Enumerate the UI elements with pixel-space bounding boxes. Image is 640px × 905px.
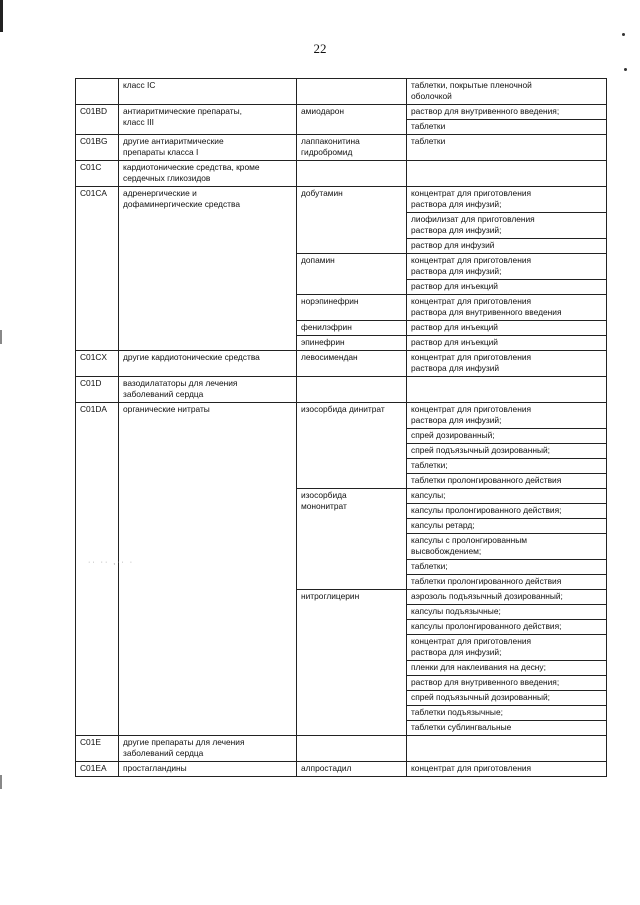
form-cell [407, 377, 607, 403]
atc-code-cell: C01CA [76, 187, 119, 351]
form-cell [407, 161, 607, 187]
form-cell: спрей подъязычный дозированный; [407, 691, 607, 706]
form-cell: лиофилизат для приготовления раствора для инфузий; [407, 213, 607, 239]
table-row [76, 161, 607, 187]
atc-code-cell: C01DA [76, 403, 119, 736]
group-cell: кардиотонические средства, кроме сердечных гликозидов [119, 161, 297, 187]
table-row [76, 351, 607, 377]
form-cell: таблетки [407, 135, 607, 161]
form-cell: таблетки пролонгированного действия [407, 575, 607, 590]
table-row [76, 105, 607, 120]
group-cell: адренергические и дофаминергические средства [119, 187, 297, 351]
form-cell: таблетки; [407, 560, 607, 575]
form-cell: спрей дозированный; [407, 429, 607, 444]
table-row [76, 187, 607, 213]
group-cell: другие препараты для лечения заболеваний сердца [119, 736, 297, 762]
form-cell: таблетки, покрытые пленочной оболочкой [407, 79, 607, 105]
drug-cell: допамин [297, 254, 407, 295]
drug-cell: добутамин [297, 187, 407, 254]
table-row [76, 762, 607, 777]
form-cell: концентрат для приготовления раствора для внутривенного введения [407, 295, 607, 321]
drug-cell: фенилэфрин [297, 321, 407, 336]
atc-code-cell [76, 79, 119, 105]
drug-cell: левосимендан [297, 351, 407, 377]
drug-cell: норэпинефрин [297, 295, 407, 321]
group-cell: вазодилататоры для лечения заболеваний сердца [119, 377, 297, 403]
form-cell: концентрат для приготовления раствора для инфузий [407, 351, 607, 377]
form-cell: таблетки подъязычные; [407, 706, 607, 721]
atc-code-cell: C01CX [76, 351, 119, 377]
drug-cell: нитроглицерин [297, 590, 407, 736]
form-cell: раствор для внутривенного введения; [407, 105, 607, 120]
drug-cell [297, 377, 407, 403]
drug-cell: алпростадил [297, 762, 407, 777]
form-cell: капсулы пролонгированного действия; [407, 504, 607, 519]
form-cell: концентрат для приготовления раствора для инфузий; [407, 403, 607, 429]
form-cell [407, 736, 607, 762]
margin-dot [622, 33, 625, 36]
table-row [76, 377, 607, 403]
scan-edge-tick [0, 775, 2, 789]
drug-cell [297, 79, 407, 105]
form-cell: капсулы ретард; [407, 519, 607, 534]
table-row [76, 403, 607, 429]
drug-cell [297, 736, 407, 762]
scan-noise-marks: ·· ·· ,·· · [88, 559, 135, 566]
form-cell: раствор для инъекций [407, 321, 607, 336]
group-cell: органические нитраты [119, 403, 297, 736]
form-cell: таблетки; [407, 459, 607, 474]
drug-cell: изосорбида динитрат [297, 403, 407, 489]
form-cell: капсулы пролонгированного действия; [407, 620, 607, 635]
scan-edge-mark [0, 0, 3, 32]
atc-code-cell: C01BG [76, 135, 119, 161]
atc-code-cell: C01BD [76, 105, 119, 135]
drug-table [75, 78, 607, 777]
form-cell: раствор для внутривенного введения; [407, 676, 607, 691]
form-cell: концентрат для приготовления раствора для инфузий; [407, 254, 607, 280]
form-cell: концентрат для приготовления раствора для инфузий; [407, 187, 607, 213]
form-cell: раствор для инъекций [407, 280, 607, 295]
scan-edge-tick [0, 330, 2, 344]
drug-cell: лаппаконитина гидробромид [297, 135, 407, 161]
form-cell: концентрат для приготовления [407, 762, 607, 777]
form-cell: капсулы с пролонгированным высвобождением; [407, 534, 607, 560]
form-cell: капсулы подъязычные; [407, 605, 607, 620]
group-cell: простагландины [119, 762, 297, 777]
atc-code-cell: C01E [76, 736, 119, 762]
table-row [76, 79, 607, 105]
drug-cell [297, 161, 407, 187]
drug-cell: амиодарон [297, 105, 407, 135]
group-cell: антиаритмические препараты, класс III [119, 105, 297, 135]
page-number: 22 [313, 41, 327, 56]
table-row [76, 135, 607, 161]
form-cell: таблетки пролонгированного действия [407, 474, 607, 489]
table-row [76, 736, 607, 762]
form-cell: таблетки [407, 120, 607, 135]
form-cell: пленки для наклеивания на десну; [407, 661, 607, 676]
group-cell: другие кардиотонические средства [119, 351, 297, 377]
form-cell: концентрат для приготовления раствора для инфузий; [407, 635, 607, 661]
form-cell: спрей подъязычный дозированный; [407, 444, 607, 459]
form-cell: капсулы; [407, 489, 607, 504]
form-cell: раствор для инъекций [407, 336, 607, 351]
form-cell: аэрозоль подъязычный дозированный; [407, 590, 607, 605]
group-cell: класс IC [119, 79, 297, 105]
margin-dot [624, 68, 627, 71]
form-cell: таблетки сублингвальные [407, 721, 607, 736]
form-cell: раствор для инфузий [407, 239, 607, 254]
atc-code-cell: C01C [76, 161, 119, 187]
atc-code-cell: C01EA [76, 762, 119, 777]
atc-code-cell: C01D [76, 377, 119, 403]
drug-cell: изосорбида мононитрат [297, 489, 407, 590]
drug-cell: эпинефрин [297, 336, 407, 351]
group-cell: другие антиаритмические препараты класса I [119, 135, 297, 161]
